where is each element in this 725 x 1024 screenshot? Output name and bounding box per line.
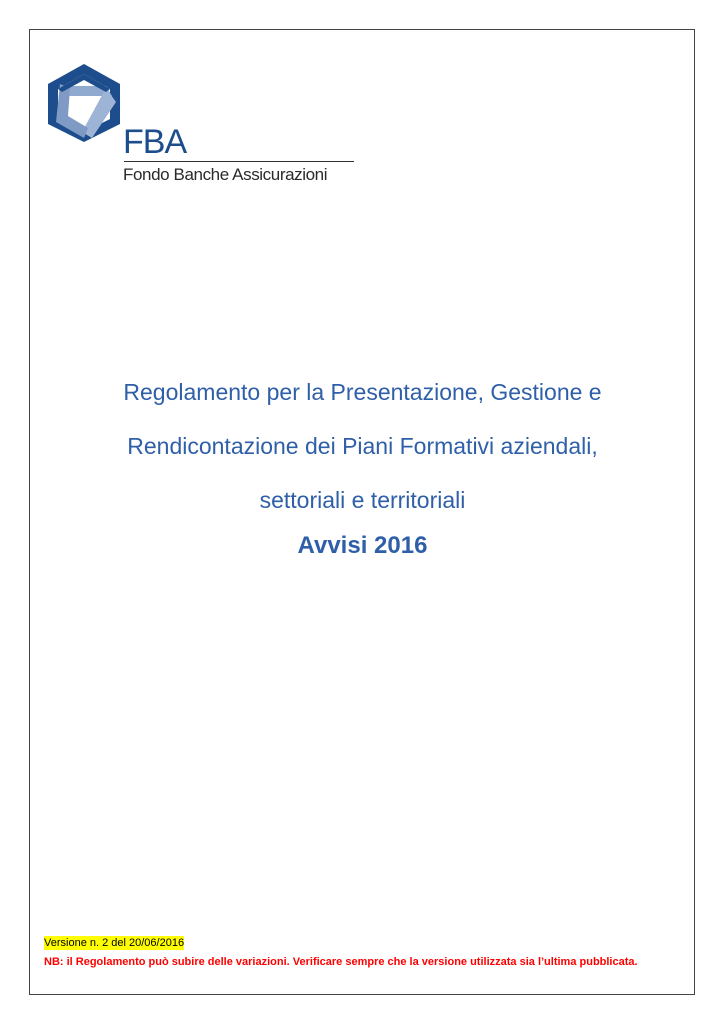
logo-name: Fondo Banche Assicurazioni xyxy=(123,165,328,184)
logo-abbreviation: FBA xyxy=(123,123,187,161)
disclaimer-note: NB: il Regolamento può subire delle variazioni. Verificare sempre che la versione utilizzata sia l’ultima pubblicata. xyxy=(44,956,638,968)
title-line-3: settoriali e territoriali xyxy=(259,487,466,513)
fba-triangle-logo-icon xyxy=(44,62,124,144)
title-line-2: Rendicontazione dei Piani Formativi aziendali, xyxy=(127,433,598,459)
title-line-1: Regolamento per la Presentazione, Gestione e xyxy=(123,379,602,405)
version-label: Versione n. 2 del 20/06/2016 xyxy=(44,937,185,949)
document-title xyxy=(40,365,685,563)
logo-divider xyxy=(124,161,354,162)
title-year-label: Avvisi 2016 xyxy=(297,532,428,559)
